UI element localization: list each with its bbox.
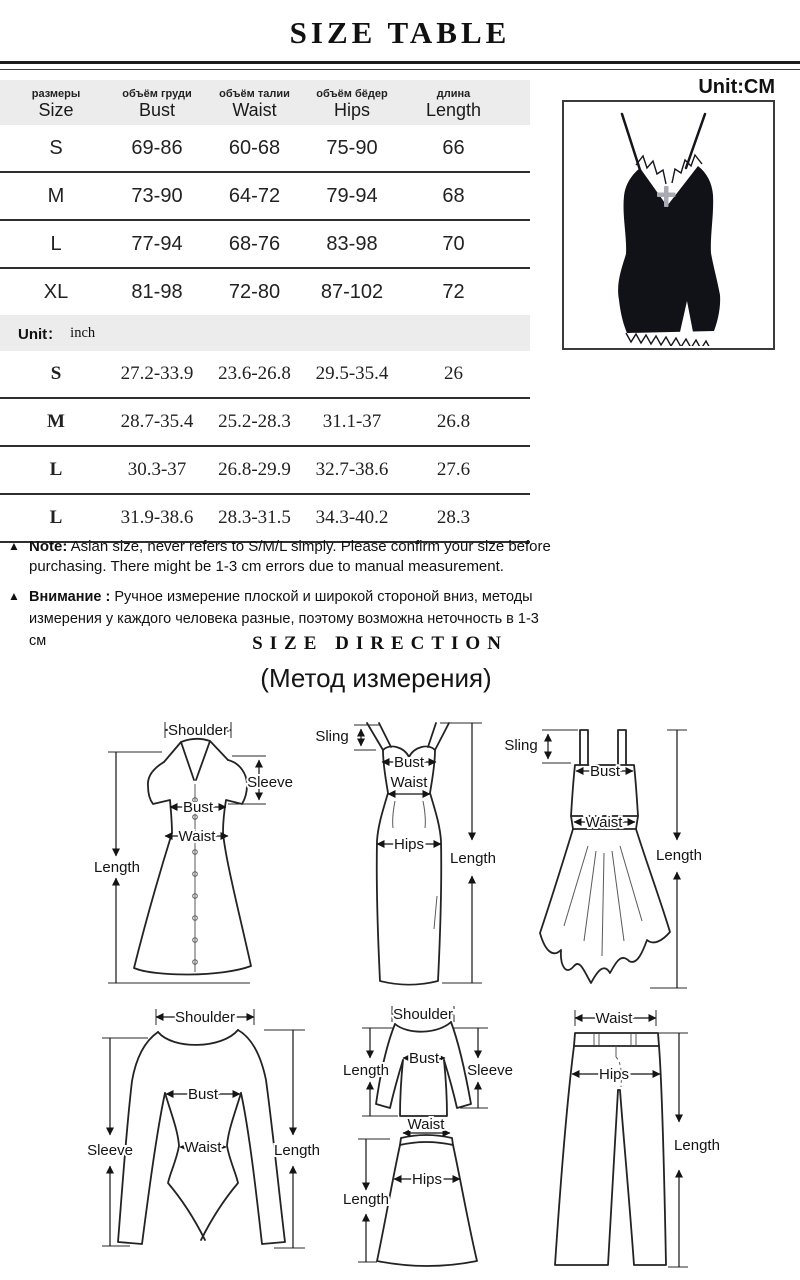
column-header-length — [397, 84, 510, 121]
note-en-label: Note: — [29, 538, 68, 555]
column-header-hips — [307, 84, 397, 121]
cell-length: 70 — [442, 232, 465, 255]
cell-waist: 64-72 — [228, 184, 281, 207]
table-row-inch-l2 — [0, 495, 530, 543]
cell-hips: 32.7-38.6 — [315, 459, 389, 480]
size-table — [0, 80, 530, 543]
waist-label: Waist — [390, 774, 428, 791]
table-row-cm-l — [0, 221, 530, 269]
sleeve-label: Sleeve — [247, 774, 293, 791]
cell-bust: 30.3-37 — [127, 459, 187, 480]
diagram-bodysuit — [60, 990, 340, 1280]
shoulder-label: Shoulder — [174, 1009, 236, 1026]
bust-label: Bust — [408, 1050, 440, 1067]
cell-length: 28.3 — [436, 507, 471, 528]
hips-label: Hips — [411, 1171, 443, 1188]
cell-hips: 34.3-40.2 — [315, 507, 389, 528]
waist-label: Waist — [407, 1116, 445, 1133]
waist-label: Waist — [178, 828, 216, 845]
header-ru: объём бёдер — [316, 87, 388, 100]
bust-label: Bust — [393, 754, 425, 771]
unit-inch-value: inch — [70, 324, 96, 341]
header-en: Size — [38, 100, 74, 121]
bust-label: Bust — [182, 799, 214, 816]
top-divider-thin — [0, 69, 800, 70]
bust-label: Bust — [589, 763, 621, 780]
cell-size: S — [50, 363, 62, 384]
table-row-inch-l — [0, 447, 530, 495]
diagram-pants — [550, 990, 800, 1280]
sleeve-label: Sleeve — [467, 1062, 513, 1079]
diagram-strap-dress — [500, 700, 740, 990]
header-en: Waist — [232, 100, 277, 121]
note-triangle-icon: ▲ — [8, 589, 20, 603]
cell-length: 68 — [442, 184, 465, 207]
column-header-bust — [112, 84, 202, 121]
cell-bust: 28.7-35.4 — [120, 411, 194, 432]
cell-hips: 29.5-35.4 — [315, 363, 389, 384]
cell-hips: 87-102 — [320, 280, 384, 303]
hips-label: Hips — [393, 836, 425, 853]
cell-waist: 68-76 — [228, 232, 281, 255]
length-label: Length — [274, 1142, 320, 1159]
top-divider-thick — [0, 61, 800, 64]
length-label: Length — [674, 1137, 720, 1154]
table-row-cm-s — [0, 125, 530, 173]
cell-waist: 26.8-29.9 — [218, 459, 291, 480]
table-header-row — [0, 80, 530, 125]
cell-size: L — [50, 232, 62, 255]
note-triangle-icon: ▲ — [8, 539, 20, 553]
cell-hips: 31.1-37 — [322, 411, 382, 432]
page-title: SIZE TABLE — [289, 15, 511, 50]
cell-bust: 31.9-38.6 — [120, 507, 194, 528]
note-en-text: Asian size, never refers to S/M/L simply. Please confirm your size before purchasing. There might be 1-3 cm errors due to manual measurement. — [29, 538, 551, 575]
cell-length: 26 — [444, 363, 463, 384]
unit-cm-label: Unit:CM — [698, 76, 775, 98]
shoulder-label: Shoulder — [167, 722, 229, 739]
cell-bust: 77-94 — [131, 232, 183, 255]
column-header-waist — [202, 84, 307, 121]
cell-size: XL — [43, 280, 69, 303]
cell-size: S — [49, 136, 63, 159]
cell-size: M — [47, 184, 65, 207]
product-dress-image — [564, 102, 771, 346]
table-row-cm-m — [0, 173, 530, 221]
sling-label: Sling — [315, 728, 349, 745]
cell-length: 26.8 — [436, 411, 471, 432]
header-en: Hips — [333, 100, 370, 121]
cell-size: M — [47, 411, 65, 432]
cell-hips: 83-98 — [326, 232, 378, 255]
cell-length: 27.6 — [436, 459, 471, 480]
product-photo-frame — [562, 100, 775, 350]
cell-waist: 25.2-28.3 — [218, 411, 291, 432]
length-label: Length — [656, 847, 702, 864]
cell-waist: 60-68 — [228, 136, 281, 159]
header-ru: длина — [436, 87, 471, 100]
cell-length: 66 — [442, 136, 465, 159]
cell-size: L — [49, 459, 63, 480]
header-en: Bust — [138, 100, 176, 121]
cell-hips: 75-90 — [326, 136, 378, 159]
length-label: Length — [343, 1062, 389, 1079]
shoulder-label: Shoulder — [392, 1006, 454, 1023]
cell-bust: 69-86 — [131, 136, 183, 159]
hips-label: Hips — [598, 1066, 630, 1083]
length-label: Length — [94, 859, 140, 876]
unit-inch-label: Unit： — [18, 325, 63, 343]
cell-bust: 73-90 — [131, 184, 183, 207]
unit-inch-bar — [0, 315, 530, 351]
cell-waist: 23.6-26.8 — [218, 363, 291, 384]
bust-label: Bust — [187, 1086, 219, 1103]
note-ru-label: Внимание : — [29, 589, 111, 605]
size-direction-subtitle: (Метод измерения) — [260, 663, 492, 693]
waist-label: Waist — [585, 814, 623, 831]
header-en: Length — [425, 100, 482, 121]
diagram-slip-dress — [310, 700, 510, 990]
sleeve-label: Sleeve — [87, 1142, 133, 1159]
table-row-cm-xl — [0, 269, 530, 315]
waist-label: Waist — [595, 1010, 633, 1027]
diagram-top-and-skirt — [330, 990, 550, 1280]
header-ru: размеры — [31, 87, 81, 100]
waist-label: Waist — [184, 1139, 222, 1156]
table-row-inch-m — [0, 399, 530, 447]
cell-waist: 72-80 — [228, 280, 281, 303]
diagram-shirt-dress — [60, 700, 310, 990]
table-row-inch-s — [0, 351, 530, 399]
size-direction-title: SIZE DIRECTION — [252, 633, 508, 654]
column-header-size — [0, 84, 112, 121]
cell-bust: 27.2-33.9 — [120, 363, 194, 384]
cell-size: L — [49, 507, 63, 528]
header-ru: объём груди — [122, 87, 192, 100]
sling-label: Sling — [504, 737, 538, 754]
note-en — [29, 537, 551, 577]
note-ru-text: Ручное измерение плоской и широкой стороной вниз, методы измерения у каждого человека разные, поэтому возможна неточность в 1-3 см — [29, 589, 539, 649]
cell-length: 72 — [442, 280, 465, 303]
length-label: Length — [343, 1191, 389, 1208]
cell-bust: 81-98 — [131, 280, 183, 303]
cell-hips: 79-94 — [326, 184, 378, 207]
length-label: Length — [450, 850, 496, 867]
header-ru: объём талии — [219, 87, 290, 100]
cell-waist: 28.3-31.5 — [218, 507, 291, 528]
